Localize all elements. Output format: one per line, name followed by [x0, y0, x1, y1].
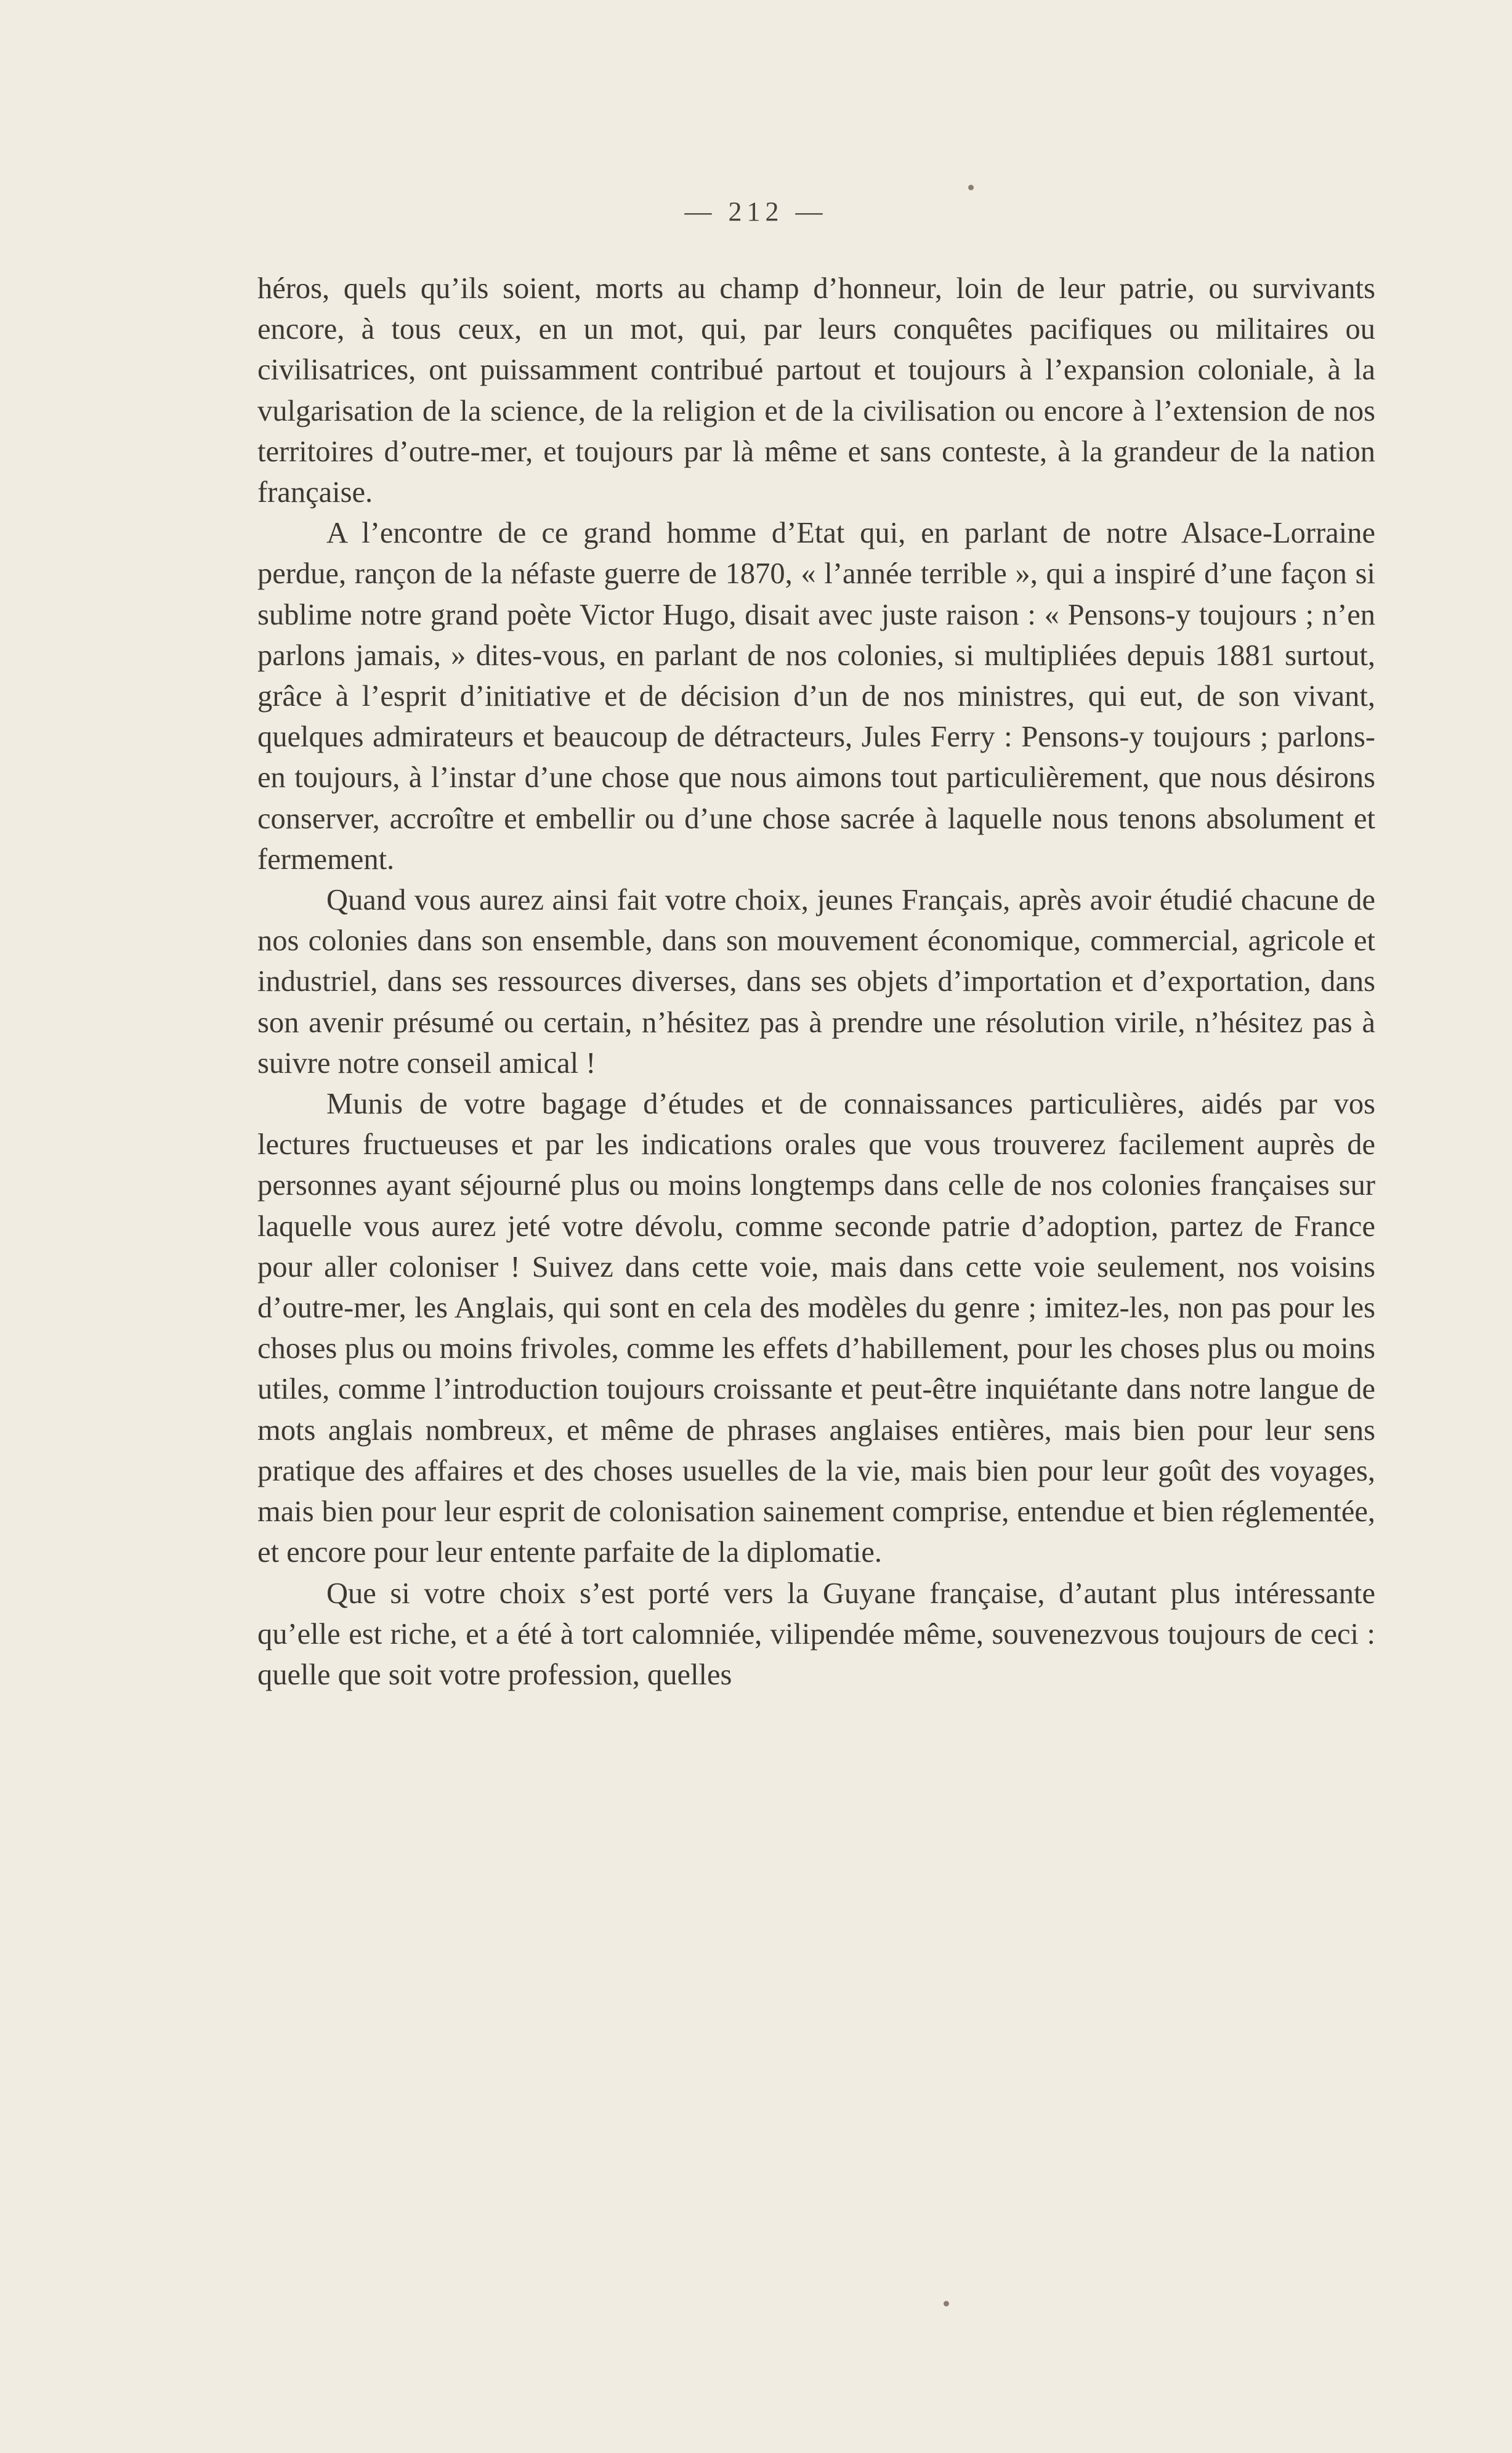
paragraph-5: Que si votre choix s’est porté vers la Guyane française, d’autant plus intéressante qu’elle est riche, et a été à tort calomniée, vilipendée même, souvenezvous toujours de ceci : quelle que soit votre profession, quelles — [257, 1577, 1375, 1691]
ink-speck — [944, 2301, 949, 2306]
body-text — [257, 269, 1375, 1695]
paragraph-2: A l’encontre de ce grand homme d’Etat qui, en parlant de notre Alsace-Lorraine perdue, rançon de la néfaste guerre de 1870, « l’année terrible », qui a inspiré d’une façon si sublime notre grand poète Victor Hugo, disait avec juste raison : « Pensons-y toujours ; n’en parlons jamais, » dites-vous, en parlant de nos colonies, si multipliées depuis 1881 surtout, grâce à l’esprit d’initiative et de décision d’un de nos ministres, qui eut, de son vivant, quelques admirateurs et beaucoup de détracteurs, Jules Ferry : Pensons-y toujours ; parlons-en toujours, à l’instar d’une chose que nous aimons tout particulièrement, que nous désirons conserver, accroître et embellir ou d’une chose sacrée à laquelle nous tenons absolument et fermement. — [257, 517, 1375, 876]
page-number: — 212 — — [684, 196, 828, 227]
paragraph-1: héros, quels qu’ils soient, morts au champ d’honneur, loin de leur patrie, ou survivants encore, à tous ceux, en un mot, qui, par leurs conquêtes pacifiques ou militaires ou civilisatrices, ont puissamment contribué partout et toujours à l’expansion coloniale, à la vulgarisation de la science, de la religion et de la civilisation ou encore à l’extension de nos territoires d’outre-mer, et toujours par là même et sans conteste, à la grandeur de la nation française. — [257, 272, 1375, 509]
paragraph-4: Munis de votre bagage d’études et de connaissances particulières, aidés par vos lectures fructueuses et par les indications orales que vous trouverez facilement auprès de personnes ayant séjourné plus ou moins longtemps dans celle de nos colonies françaises sur laquelle vous aurez jeté votre dévolu, comme seconde patrie d’adoption, partez de France pour aller coloniser ! Suivez dans cette voie, mais dans cette voie seulement, nos voisins d’outre-mer, les Anglais, qui sont en cela des modèles du genre ; imitez-les, non pas pour les choses plus ou moins frivoles, comme les effets d’habillement, pour les choses plus ou moins utiles, comme l’introduction toujours croissante et peut-être inquiétante dans notre langue de mots anglais nombreux, et même de phrases anglaises entières, mais bien pour leur sens pratique des affaires et des choses usuelles de la vie, mais bien pour leur goût des voyages, mais bien pour leur esprit de colonisation sainement comprise, entendue et bien réglementée, et encore pour leur entente parfaite de la diplomatie. — [257, 1088, 1375, 1569]
ink-speck — [968, 185, 974, 190]
paragraph-3: Quand vous aurez ainsi fait votre choix, jeunes Français, après avoir étudié chacune de nos colonies dans son ensemble, dans son mouvement économique, commercial, agricole et industriel, dans ses ressources diverses, dans ses objets d’importation et d’exportation, dans son avenir présumé ou certain, n’hésitez pas à prendre une résolution virile, n’hésitez pas à suivre notre conseil amical ! — [257, 884, 1375, 1080]
